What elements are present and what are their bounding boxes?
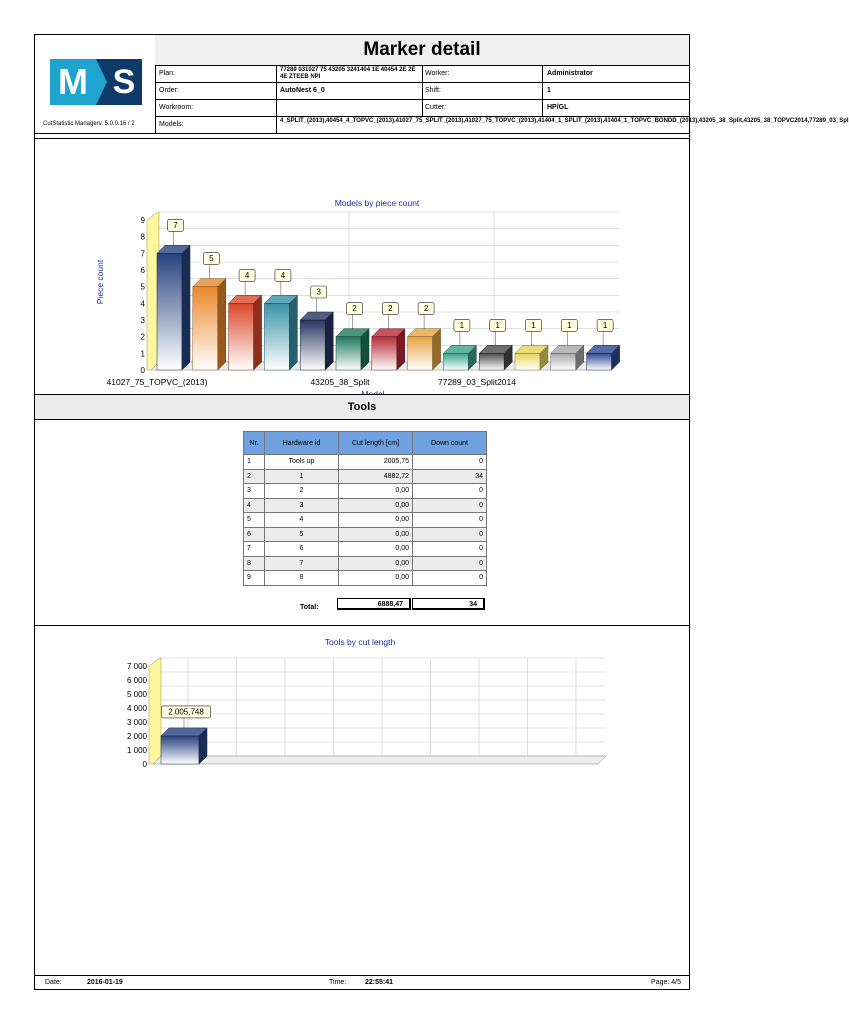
order-row (155, 83, 689, 100)
total-cut-length: 6888,47 (337, 598, 411, 610)
table-row (244, 455, 487, 470)
cell-nr: 7 (244, 542, 265, 557)
svg-text:2 005,748: 2 005,748 (168, 707, 204, 717)
cell-hardware-id: 7 (265, 556, 339, 571)
order-value: AutoNest 6_0 (280, 87, 325, 94)
table-row (244, 556, 487, 571)
data-label (239, 269, 255, 281)
y-tick-label: 1 (140, 349, 145, 359)
cell-hardware-id: 5 (265, 527, 339, 542)
total-label: Total: (300, 604, 319, 611)
cell-down-count: 0 (413, 484, 487, 499)
data-label (454, 319, 470, 331)
data-label (490, 319, 506, 331)
svg-text:1: 1 (602, 320, 608, 330)
logo-s-letter: S (112, 63, 136, 101)
y-tick-label: 7 000 (126, 662, 147, 671)
cell-cut-length: 0,00 (339, 513, 413, 528)
cell-nr: 5 (244, 513, 265, 528)
cell-cut-length: 0,00 (339, 527, 413, 542)
data-label (347, 303, 363, 315)
table-row (244, 484, 487, 499)
data-label (597, 319, 613, 331)
y-tick-label: 2 (140, 332, 145, 342)
tools-table (243, 431, 487, 586)
tools-section-title: Tools (35, 394, 689, 420)
bar (551, 345, 584, 370)
svg-text:2: 2 (352, 304, 357, 314)
bar (336, 329, 369, 370)
workroom-label: Workroom: (159, 104, 194, 111)
svg-text:7: 7 (173, 220, 178, 230)
cell-down-count: 0 (413, 542, 487, 557)
plan-label: Plan: (159, 70, 175, 77)
y-tick-label: 5 (140, 282, 145, 292)
cell-cut-length: 4882,72 (339, 469, 413, 484)
bar (157, 245, 190, 370)
cell-cut-length: 2005,75 (339, 455, 413, 470)
table-row (244, 527, 487, 542)
models-label: Models: (159, 121, 184, 128)
shift-value: 1 (547, 87, 551, 94)
svg-text:4: 4 (244, 270, 250, 280)
y-tick-label: 4 (140, 299, 145, 309)
y-tick-label: 2 000 (126, 732, 147, 741)
cell-nr: 3 (244, 484, 265, 499)
svg-text:3: 3 (316, 287, 321, 297)
y-axis-label: Piece count (95, 259, 105, 305)
data-label (526, 319, 542, 331)
cell-nr: 6 (244, 527, 265, 542)
bar (193, 279, 226, 370)
data-label (161, 706, 210, 718)
bar (479, 345, 512, 370)
models-row (155, 117, 849, 133)
time-value: 22:55:41 (365, 979, 394, 986)
cell-hardware-id: 3 (265, 498, 339, 513)
svg-text:1: 1 (567, 320, 572, 330)
table-row (244, 542, 487, 557)
y-tick-label: 8 (140, 232, 145, 242)
y-tick-label: 9 (140, 216, 145, 225)
col-down-count: Down count (413, 432, 487, 455)
cutter-value: HP/GL (547, 104, 569, 111)
data-label (382, 303, 398, 315)
svg-text:5: 5 (209, 254, 214, 264)
cell-cut-length: 0,00 (339, 498, 413, 513)
tools-table-header (244, 432, 487, 455)
bar (229, 295, 262, 370)
tools-divider (35, 625, 689, 626)
logo-box (35, 35, 156, 133)
cell-down-count: 0 (413, 527, 487, 542)
data-label (561, 319, 577, 331)
report-header (35, 35, 849, 135)
y-tick-label: 3 (140, 316, 145, 325)
cell-nr: 4 (244, 498, 265, 513)
order-label: Order: (159, 87, 179, 94)
models-by-piece-count-chart (35, 139, 689, 393)
workroom-row (155, 100, 689, 117)
floor (153, 756, 606, 764)
data-label (311, 286, 327, 298)
x-tick-label: 43205_38_Split (310, 377, 370, 387)
svg-text:1: 1 (495, 320, 500, 330)
cell-hardware-id: 1 (265, 469, 339, 484)
table-row (244, 469, 487, 484)
header-divider (35, 133, 689, 134)
x-tick-label: 77289_03_Split2014 (438, 377, 516, 387)
report-page (34, 34, 849, 990)
date-value: 2016-01-19 (87, 979, 123, 986)
shift-label: Shift: (425, 87, 441, 94)
plan-value: 77289 031027 75 43205 3241404 1E 40454 2E 2E 4E ZTEEB NPI (280, 67, 416, 80)
worker-value: Administrator (547, 70, 593, 77)
table-row (244, 498, 487, 513)
bar (515, 345, 548, 370)
svg-text:4: 4 (280, 270, 286, 280)
models-value: 4_SPLIT_(2013),40454_4_TOPVC_(2013),41027_75_SPLIT_(2013),41027_75_TOPVC_(2013),41404_1_SPLIT_(2013),41404_1_TOPVC_BONDD_(2013),43205_38_Split,43205_38_TOPVC2014,77289_03_Spl (280, 118, 849, 124)
cell-hardware-id: 8 (265, 571, 339, 586)
y-tick-label: 1 000 (126, 746, 147, 755)
data-label (203, 253, 219, 265)
cell-cut-length: 0,00 (339, 542, 413, 557)
cell-cut-length: 0,00 (339, 571, 413, 586)
cell-hardware-id: Tools up (265, 455, 339, 470)
bar (372, 329, 405, 370)
cell-nr: 1 (244, 455, 265, 470)
table-row (244, 571, 487, 586)
y-tick-label: 0 (142, 760, 147, 769)
cutter-label: Cutter: (425, 104, 447, 111)
cell-nr: 2 (244, 469, 265, 484)
col-cut-length: Cut length [cm] (339, 432, 413, 455)
cell-cut-length: 0,00 (339, 484, 413, 499)
cell-down-count: 0 (413, 455, 487, 470)
ms-logo (50, 59, 142, 105)
chart-title: Models by piece count (334, 198, 420, 208)
tools-by-cut-length-chart (35, 627, 689, 807)
total-down-count: 34 (412, 598, 485, 610)
report-footer (35, 975, 689, 990)
y-tick-label: 3 000 (126, 718, 147, 727)
data-label (275, 269, 291, 281)
y-tick-label: 4 000 (126, 704, 147, 713)
cell-down-count: 0 (413, 571, 487, 586)
bar (300, 312, 333, 370)
cell-down-count: 0 (413, 556, 487, 571)
table-row (244, 513, 487, 528)
data-label (418, 303, 434, 315)
cell-hardware-id: 6 (265, 542, 339, 557)
svg-text:1: 1 (459, 320, 465, 330)
logo-m-letter: M (50, 59, 96, 105)
title-row (155, 35, 689, 66)
svg-text:2: 2 (423, 304, 429, 314)
y-tick-label: 6 (140, 266, 145, 275)
cell-hardware-id: 4 (265, 513, 339, 528)
y-tick-label: 6 000 (126, 676, 147, 685)
version-text: CutStatistic Managerv. 5.0.0.16 / 2 (43, 121, 135, 127)
cell-down-count: 34 (413, 469, 487, 484)
cell-down-count: 0 (413, 498, 487, 513)
cell-cut-length: 0,00 (339, 556, 413, 571)
worker-label: Worker: (425, 70, 450, 77)
y-tick-label: 5 000 (126, 690, 147, 699)
cell-nr: 9 (244, 571, 265, 586)
svg-text:2: 2 (388, 304, 393, 314)
bar (443, 345, 476, 370)
page-title: Marker detail (363, 39, 481, 60)
bar (408, 329, 441, 370)
bar (587, 345, 620, 370)
y-tick-label: 7 (140, 249, 145, 259)
col-nr: Nr. (244, 432, 265, 455)
y-tick-label: 0 (140, 366, 145, 375)
y-axis-wall (149, 658, 161, 764)
cell-down-count: 0 (413, 513, 487, 528)
svg-text:1: 1 (531, 320, 536, 330)
date-label: Date: (45, 979, 62, 986)
bar (161, 728, 207, 764)
plan-row (155, 66, 689, 83)
data-label (168, 219, 184, 231)
x-tick-label: 41027_75_TOPVC_(2013) (106, 377, 208, 387)
page-number: Page: 4/5 (651, 979, 681, 986)
col-hardware-id: Hardware id (265, 432, 339, 455)
time-label: Time: (329, 979, 347, 986)
bar (264, 295, 297, 370)
chart-title: Tools by cut length (324, 637, 396, 647)
cell-nr: 8 (244, 556, 265, 571)
cell-hardware-id: 2 (265, 484, 339, 499)
